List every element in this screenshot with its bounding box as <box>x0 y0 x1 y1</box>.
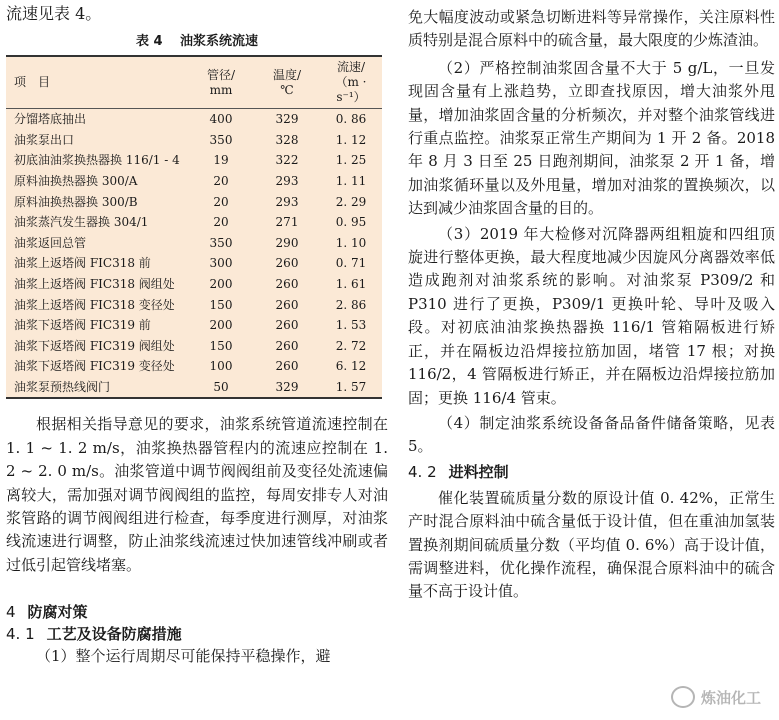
header-item: 项 目 <box>6 56 188 109</box>
cell-temperature: 260 <box>275 297 299 312</box>
cell-temperature: 290 <box>275 235 299 250</box>
cell-item: 油浆蒸汽发生器换 304/1 <box>14 215 149 230</box>
cell-velocity: 2. 86 <box>335 297 367 312</box>
cell-velocity: 6. 12 <box>335 359 367 374</box>
right-paragraph-1: 免大幅度波动或紧急切断进料等异常操作，关注原料性质特别是混合原料中的硫含量，最大限度的少炼渣油。 <box>408 8 775 50</box>
table-row <box>6 233 382 254</box>
cell-velocity: 2. 29 <box>335 194 367 209</box>
cell-temperature: 322 <box>275 153 299 168</box>
right-column <box>408 0 775 604</box>
table-row <box>6 150 382 171</box>
right-paragraph-3: （3）2019 年大检修对沉降器两组粗旋和四组顶旋进行整体更换，最大程度地减少因旋风分离器效率低造成跑剂对油浆系统的影响。对油浆泵 P309/2 和 P310 进行了更换，P309/1 更换叶轮、导叶及吸入段。对初底油油浆换热器换 116/1 管箱隔板进行矫正，并在隔板边沿焊接拉筋加固，堵管 17 根；对换 116/2，4 管隔板进行矫正，并在隔板边沿焊接拉筋加固；更换 116/4 管束。 <box>408 224 775 407</box>
cell-temperature: 260 <box>275 256 299 271</box>
wechat-logo-icon <box>671 686 695 708</box>
cell-diameter: 300 <box>209 256 233 271</box>
header-diameter: 管径/ mm <box>188 56 254 109</box>
cell-diameter: 19 <box>213 153 229 168</box>
cell-velocity: 0. 71 <box>335 256 367 271</box>
cell-diameter: 150 <box>209 297 233 312</box>
left-column <box>6 0 388 669</box>
cell-diameter: 150 <box>209 338 233 353</box>
section-heading-4: 4 防腐对策 <box>6 603 88 622</box>
cell-diameter: 100 <box>209 359 233 374</box>
cell-velocity: 1. 12 <box>335 132 367 147</box>
section-heading-4-1: 4. 1 工艺及设备防腐措施 <box>6 625 182 644</box>
table-row <box>6 356 382 377</box>
left-paragraph-1: 根据相关指导意见的要求，油浆系统管道流速控制在 1. 1 ~ 1. 2 m/s，油浆换热器管程内的流速应控制在 1. 2 ~ 2. 0 m/s。油浆管道中调节阀阀组前及变径处流速偏离较大，需加强对调节阀阀组的监控，每周安排专人对油浆管路的调节阀阀组进行检查，每季度进行测厚，对油浆线流速进行调整，防止油浆线流速过快加速管线冲刷或者过低引起管线堵塞。 <box>6 415 388 574</box>
table-row <box>6 336 382 357</box>
table-header-row <box>6 56 382 109</box>
cell-velocity: 1. 53 <box>335 318 367 333</box>
table-row <box>6 274 382 295</box>
cell-temperature: 260 <box>275 318 299 333</box>
cell-item: 油浆上返塔阀 FIC318 变径处 <box>14 297 175 312</box>
cell-temperature: 260 <box>275 338 299 353</box>
cell-temperature: 293 <box>275 174 299 189</box>
watermark-text: 炼油化工 <box>700 688 761 707</box>
cell-temperature: 260 <box>275 359 299 374</box>
cell-velocity: 1. 57 <box>335 380 367 395</box>
table-row <box>6 109 382 130</box>
cell-velocity: 2. 72 <box>335 338 367 353</box>
flow-rate-table <box>6 55 382 399</box>
cell-temperature: 293 <box>275 194 299 209</box>
cell-item: 油浆返回总管 <box>14 235 87 250</box>
cell-diameter: 20 <box>213 174 229 189</box>
table-caption-text: 油浆系统流速 <box>180 34 259 49</box>
cell-diameter: 20 <box>213 194 229 209</box>
cell-temperature: 329 <box>275 112 299 127</box>
cell-item: 油浆下返塔阀 FIC319 变径处 <box>14 359 175 374</box>
cell-diameter: 50 <box>213 380 229 395</box>
cell-velocity: 0. 86 <box>335 112 367 127</box>
cell-diameter: 400 <box>209 112 233 127</box>
cell-velocity: 1. 25 <box>335 153 367 168</box>
cell-diameter: 20 <box>213 215 229 230</box>
header-velocity: 流速/ （m · s⁻¹） <box>320 56 382 109</box>
cell-item: 分馏塔底抽出 <box>14 112 87 127</box>
table-row <box>6 377 382 399</box>
cell-item: 油浆泵预热线阀门 <box>14 380 111 395</box>
table-row <box>6 253 382 274</box>
cell-velocity: 1. 10 <box>335 235 367 250</box>
table-caption <box>6 30 388 49</box>
cell-item: 油浆上返塔阀 FIC318 前 <box>14 256 151 271</box>
cell-temperature: 329 <box>275 380 299 395</box>
table-caption-number: 表 4 <box>135 34 163 49</box>
intro-line: 流速见表 4。 <box>6 4 102 23</box>
table-row <box>6 294 382 315</box>
cell-diameter: 200 <box>209 277 233 292</box>
table-row <box>6 212 382 233</box>
cell-diameter: 350 <box>209 235 233 250</box>
watermark <box>671 686 761 708</box>
cell-item: 油浆上返塔阀 FIC318 阀组处 <box>14 277 175 292</box>
table-row <box>6 315 382 336</box>
cell-temperature: 328 <box>275 132 299 147</box>
cell-velocity: 1. 11 <box>335 174 367 189</box>
cell-velocity: 0. 95 <box>335 215 367 230</box>
right-paragraph-5: 催化装置硫质量分数的原设计值 0. 42%，正常生产时混合原料油中硫含量低于设计值，但在重油加氢装置换剂期间硫质量分数（平均值 0. 6%）高于设计值，需调整进料，优化操作流程，确保混合原料油中的硫含量不高于设计值。 <box>408 488 775 601</box>
cell-diameter: 200 <box>209 318 233 333</box>
right-paragraph-4: （4）制定油浆系统设备备品备件储备策略，见表 5。 <box>408 413 775 456</box>
left-paragraph-2: （1）整个运行周期尽可能保持平稳操作，避 <box>36 647 331 666</box>
right-paragraph-2: （2）严格控制油浆固含量不大于 5 g/L，一旦发现固含量有上涨趋势，立即查找原因，增大油浆外甩量，增加油浆固含量的分析频次，并对整个油浆管线进行重点监控。油浆泵正常生产期间为 1 开 2 备。2018 年 8 月 3 日至 25 日跑剂期间，油浆泵 2 开 1 备，增加油浆循环量以及外甩量，增加对油浆的置换频次，以达到减少油浆固含量的目的。 <box>408 58 775 218</box>
cell-item: 油浆下返塔阀 FIC319 前 <box>14 318 151 333</box>
cell-item: 油浆下返塔阀 FIC319 阀组处 <box>14 338 175 353</box>
cell-temperature: 260 <box>275 277 299 292</box>
table-body <box>6 109 382 399</box>
cell-item: 原料油换热器换 300/B <box>14 194 138 209</box>
cell-temperature: 271 <box>275 215 299 230</box>
cell-velocity: 1. 61 <box>335 277 367 292</box>
cell-diameter: 350 <box>209 132 233 147</box>
cell-item: 初底油油浆换热器换 116/1 - 4 <box>14 153 180 168</box>
cell-item: 原料油换热器换 300/A <box>14 174 138 189</box>
cell-item: 油浆泵出口 <box>14 132 75 147</box>
table-row <box>6 171 382 192</box>
section-heading-4-2: 4. 2 进料控制 <box>408 462 509 481</box>
header-temperature: 温度/ ℃ <box>254 56 320 109</box>
table-row <box>6 130 382 151</box>
table-row <box>6 191 382 212</box>
